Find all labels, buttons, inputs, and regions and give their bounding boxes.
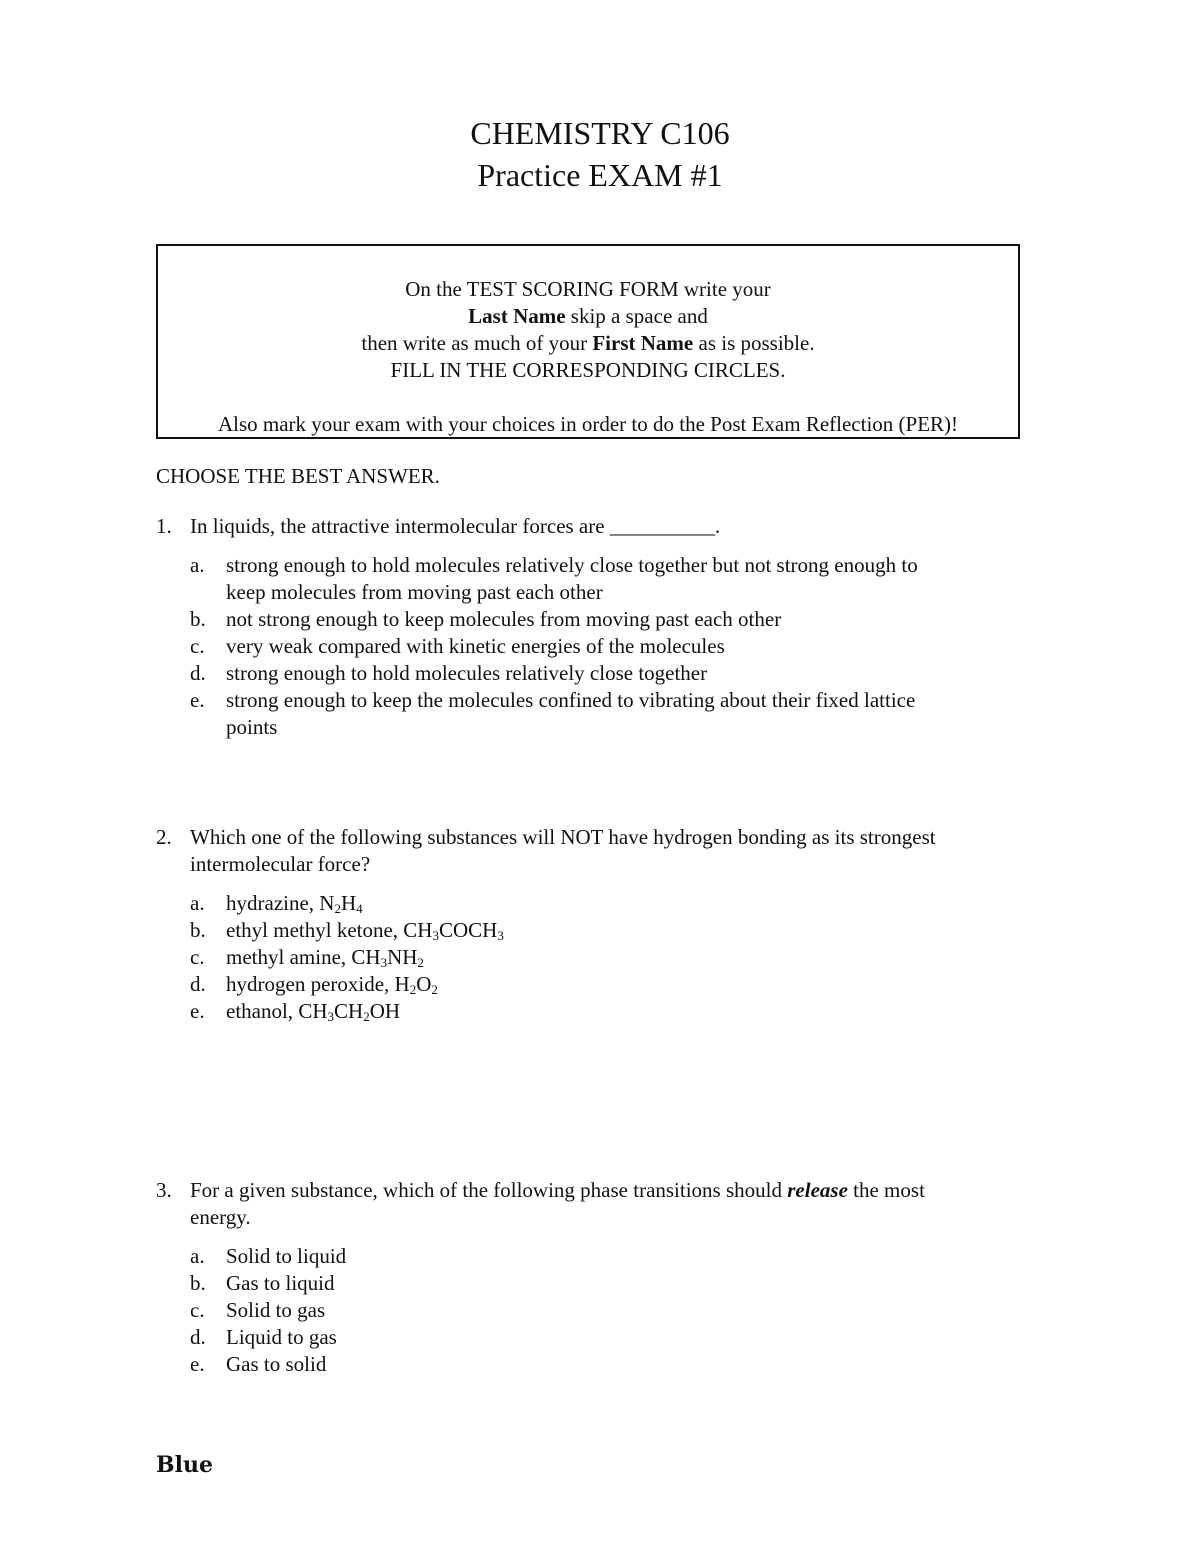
instruction-text: then write as much of your [361,331,593,355]
instruction-line [158,303,1018,330]
option-text: Solid to liquid [226,1244,347,1268]
option-text: points [226,715,278,739]
formula-part: N [319,891,335,915]
formula-subscript: 2 [409,982,417,997]
option-label: a. [190,553,205,577]
option-label: c. [190,1298,205,1322]
substance-name: ethyl methyl ketone, [226,918,404,942]
formula-part: OH [369,999,401,1023]
question-text: energy. [190,1205,251,1229]
substance-name: hydrogen peroxide, [226,972,395,996]
option-label: b. [190,918,206,942]
option-label: d. [190,972,206,996]
option-text: Gas to liquid [226,1271,335,1295]
instruction-line: FILL IN THE CORRESPONDING CIRCLES. [390,358,786,382]
formula-subscript: 2 [363,1009,370,1024]
formula-subscript: 3 [497,928,504,943]
option-label: c. [190,634,205,658]
option-text [226,917,1026,944]
option-label: d. [190,1325,206,1349]
formula-part: COCH [438,918,498,942]
emphasis-word: release [787,1178,848,1202]
formula-part: CH [334,999,364,1023]
exam-version: Blue [156,1452,213,1478]
option-text: strong enough to hold molecules relatively close together [226,661,708,685]
question-text: intermolecular force? [190,852,371,876]
instruction-text: skip a space and [565,304,708,328]
option-label: c. [190,945,205,969]
option-label: e. [190,1352,205,1376]
option-text: Gas to solid [226,1352,327,1376]
option-label: a. [190,891,205,915]
option-text: Liquid to gas [226,1325,337,1349]
option-label: a. [190,1244,205,1268]
option-text: keep molecules from moving past each other [226,580,603,604]
formula-part: CH [403,918,433,942]
first-name-label: First Name [592,331,694,355]
question-text: In liquids, the attractive intermolecular forces are __________. [190,514,721,538]
option-label: e. [190,688,205,712]
option-text: very weak compared with kinetic energies of the molecules [226,634,725,658]
option-text: strong enough to hold molecules relatively close together but not strong enough to [226,553,918,577]
option-text [226,998,1026,1025]
option-label: b. [190,607,206,631]
substance-name: hydrazine, [226,891,320,915]
last-name-label: Last Name [468,304,566,328]
instruction-line [158,330,1018,357]
option-text: not strong enough to keep molecules from moving past each other [226,607,782,631]
formula-part: NH [387,945,418,969]
question-text: Which one of the following substances will NOT have hydrogen bonding as its strongest [190,825,936,849]
substance-name: methyl amine, [226,945,352,969]
question-text-part: the most [847,1178,925,1202]
question-number: 2. [156,825,172,849]
formula-subscript: 4 [356,901,363,916]
question-text [190,1177,1040,1204]
formula-subscript: 3 [327,1009,334,1024]
formula-subscript: 2 [417,955,424,970]
option-label: b. [190,1271,206,1295]
course-title: CHEMISTRY C106 [470,115,730,151]
instruction-line: On the TEST SCORING FORM write your [405,277,771,301]
option-text [226,944,1026,971]
formula-subscript: 3 [432,928,439,943]
option-label: e. [190,999,205,1023]
formula-part: H [340,891,357,915]
question-number: 1. [156,514,172,538]
question-text-part: For a given substance, which of the following phase transitions should [190,1178,788,1202]
instruction-text: as is possible. [693,331,815,355]
instruction-line: Also mark your exam with your choices in order to do the Post Exam Reflection (PER)! [217,412,959,436]
option-label: d. [190,661,206,685]
substance-name: ethanol, [226,999,299,1023]
formula-part: H [394,972,410,996]
formula-part: O [416,972,432,996]
formula-part: CH [351,945,381,969]
question-number: 3. [156,1178,172,1202]
option-text: strong enough to keep the molecules confined to vibrating about their fixed lattice [226,688,916,712]
option-text: Solid to gas [226,1298,326,1322]
formula-subscript: 2 [431,982,438,997]
formula-subscript: 2 [334,901,341,916]
formula-part: CH [298,999,328,1023]
instructions-box [156,244,1020,439]
exam-title: Practice EXAM #1 [477,157,723,193]
formula-subscript: 3 [380,955,388,970]
directive: CHOOSE THE BEST ANSWER. [156,464,440,488]
option-text [226,890,1026,917]
option-text [226,971,1026,998]
